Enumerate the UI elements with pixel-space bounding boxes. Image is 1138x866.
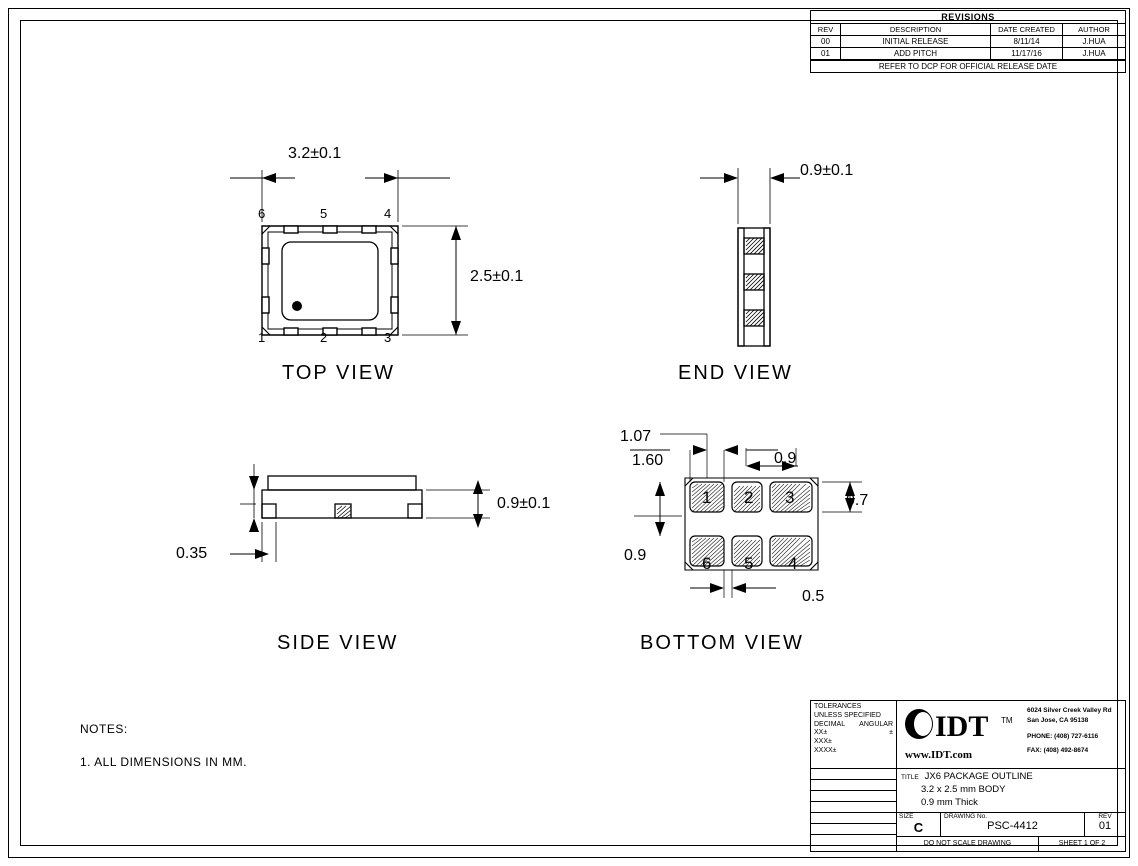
grid-cell	[811, 802, 896, 813]
rev-label: REV	[1098, 813, 1112, 820]
rev-value: 01	[1098, 820, 1112, 832]
revision-header-description: DESCRIPTION	[841, 24, 991, 35]
side-view-pad-dim: 0.35	[176, 545, 208, 562]
svg-text:TM: TM	[1001, 716, 1013, 725]
top-view-pin-label-2: 2	[320, 330, 328, 345]
revision-table-title: REVISIONS	[811, 11, 1125, 24]
bottom-view-dim-0-9-top: 0.9	[774, 450, 797, 467]
revision-author: J.HUA	[1082, 37, 1106, 46]
tolerance-angular-value: ±	[889, 729, 893, 737]
notes-heading: NOTES:	[80, 722, 128, 736]
top-view-pin-label-3: 3	[384, 330, 392, 345]
bottom-view-dim-0-7: 0.7	[846, 492, 869, 509]
bottom-view-pad-label-5: 5	[744, 554, 754, 573]
bottom-view-dim-0-5: 0.5	[802, 588, 825, 605]
tolerances-col-decimal: DECIMAL	[814, 720, 846, 728]
size-box	[897, 813, 941, 837]
grid-cell	[811, 791, 896, 802]
bottom-view-dim-0-9-left: 0.9	[624, 547, 647, 564]
revision-header-date: DATE CREATED	[991, 24, 1063, 35]
revision-header-row	[811, 24, 1125, 36]
revision-date: 8/11/14	[991, 36, 1063, 47]
side-view-thickness-dim: 0.9±0.1	[497, 495, 551, 512]
size-label: SIZE	[899, 813, 914, 820]
revision-row	[811, 36, 1125, 48]
top-view-pin-label-5: 5	[320, 206, 328, 221]
drawing-title-line1: JX6 PACKAGE OUTLINE	[924, 771, 1033, 782]
company-url: www.IDT.com	[905, 749, 973, 761]
company-address-line2: San Jose, CA 95138	[1027, 717, 1089, 724]
drawing-title-label: TITLE	[901, 774, 919, 781]
no-scale-note: DO NOT SCALE DRAWING	[897, 837, 1039, 851]
bottom-view-dim-1-60: 1.60	[632, 452, 664, 469]
drawing-title-line2: 3.2 x 2.5 mm BODY	[921, 783, 1006, 795]
bottom-view-pad-label-3: 3	[785, 488, 795, 507]
revision-header-rev: REV	[811, 24, 841, 35]
tolerances-line2: UNLESS SPECIFIED	[814, 711, 881, 719]
drawing-title-box	[897, 769, 1125, 813]
top-view-drawing	[200, 130, 530, 390]
top-view-height-dim: 2.5±0.1	[470, 268, 524, 285]
grid-cell	[811, 769, 896, 780]
rev-box	[1085, 813, 1125, 837]
top-view-pin-label-6: 6	[258, 206, 266, 221]
revision-date: 11/17/16	[991, 48, 1063, 59]
company-address-line1: 6024 Silver Creek Valley Rd	[1027, 707, 1112, 714]
bottom-view-drawing	[600, 420, 930, 620]
grid-cell	[811, 780, 896, 791]
end-view-label: END VIEW	[678, 362, 793, 384]
revision-header-author: AUTHOR	[1078, 25, 1110, 34]
sheet-number: SHEET 1 OF 2	[1058, 840, 1106, 847]
bottom-view-pad-label-1: 1	[702, 488, 712, 507]
svg-text:IDT: IDT	[935, 710, 989, 743]
grid-cell	[811, 824, 896, 835]
drawing-number-box	[941, 813, 1085, 837]
idt-logo-icon	[901, 705, 1021, 745]
title-block	[810, 700, 1126, 852]
drawing-number-label: DRAWING No.	[944, 813, 988, 820]
revision-description: INITIAL RELEASE	[841, 36, 991, 47]
side-view-label: SIDE VIEW	[277, 632, 399, 654]
bottom-view-label: BOTTOM VIEW	[640, 632, 804, 654]
tolerance-xx: XX±	[814, 729, 828, 737]
revision-footer: REFER TO DCP FOR OFFICIAL RELEASE DATE	[811, 60, 1125, 72]
tolerances-line1: TOLERANCES	[814, 703, 862, 710]
drawing-number-value: PSC-4412	[987, 820, 1038, 832]
tolerance-xxx: XXX±	[814, 738, 832, 745]
revision-rev: 00	[811, 36, 841, 47]
top-view-width-dim: 3.2±0.1	[288, 145, 342, 162]
bottom-view-pad-label-4: 4	[788, 554, 798, 573]
company-fax: FAX: (408) 492-8674	[1027, 747, 1089, 754]
bottom-view-pad-label-2: 2	[744, 488, 754, 507]
notes-item-1: 1. ALL DIMENSIONS IN MM.	[80, 755, 247, 769]
revision-table	[810, 10, 1126, 73]
top-view-pin-label-4: 4	[384, 206, 392, 221]
grid-cell	[811, 835, 896, 846]
company-phone: PHONE: (408) 727-6116	[1027, 733, 1099, 740]
bottom-view-pad-label-6: 6	[702, 554, 712, 573]
tolerance-xxxx: XXXX±	[814, 746, 837, 754]
drawing-title-line3: 0.9 mm Thick	[921, 796, 978, 808]
company-logo-box	[897, 701, 1125, 769]
revision-author: J.HUA	[1082, 49, 1106, 58]
side-view-drawing	[210, 450, 540, 630]
revision-rev: 01	[811, 48, 841, 59]
size-value: C	[913, 820, 924, 835]
bottom-view-dim-1-07: 1.07	[620, 428, 652, 445]
revision-strip-grid	[811, 769, 897, 851]
grid-cell	[811, 813, 896, 824]
tolerances-box	[811, 701, 897, 769]
end-view-width-dim: 0.9±0.1	[800, 162, 854, 179]
top-view-label: TOP VIEW	[282, 362, 396, 384]
tolerances-col-angular: ANGULAR	[859, 720, 893, 728]
revision-row	[811, 48, 1125, 60]
revision-description: ADD PITCH	[841, 48, 991, 59]
top-view-pin-label-1: 1	[258, 330, 266, 345]
